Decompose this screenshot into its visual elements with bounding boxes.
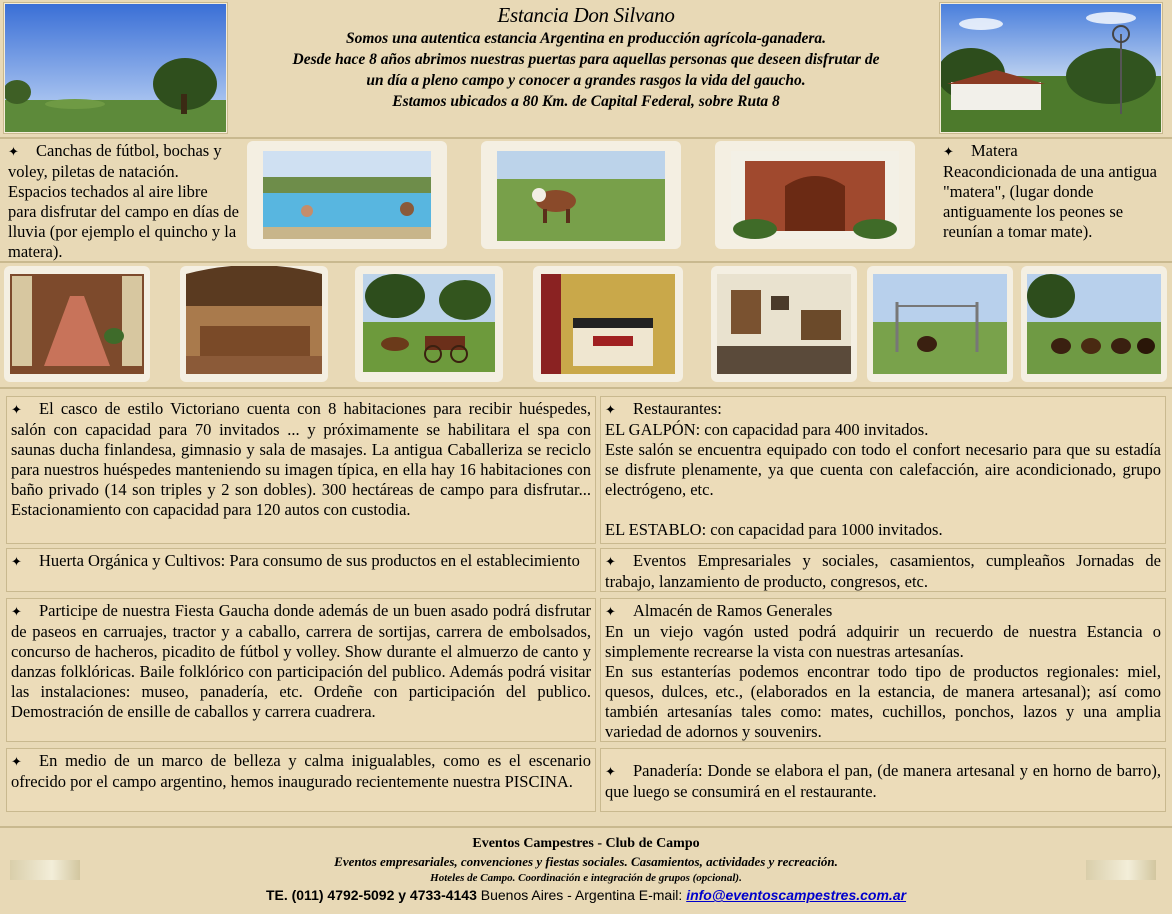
header-line-3: un día a pleno campo y conocer a grandes rasgos la vida del gaucho. — [366, 72, 806, 89]
footer-location: Buenos Aires - Argentina E-mail: — [480, 887, 683, 903]
section-casco: ✦ El casco de estilo Victoriano cuenta con 8 habitaciones para recibir huéspedes, salón con capacidad para 70 invitados ... y próximamente se habilitara el spa con saunas ducha finlandesa, gimnasio y sala de masajes. La antigua Caballeriza se reciclo para nuestros huéspedes manteniendo su imagen típica, en ella hay 16 habitaciones con baño privado (14 son triples y 2 son dobles). 300 hectáreas de campo para disfrutar... Estacionamiento con capacidad para 120 autos con custodia. — [6, 396, 596, 544]
bullet-icon: ✦ — [605, 604, 616, 619]
header-line-1: Somos una autentica estancia Argentina en producción agrícola-ganadera. — [346, 30, 826, 47]
section-panaderia: ✦ Panadería: Donde se elabora el pan, (de manera artesanal y en horno de barro), que luego se consumirá en el restaurante. — [600, 748, 1166, 812]
footer-contact — [0, 887, 1172, 903]
header-photo-right — [940, 3, 1162, 133]
bullet-icon: ✦ — [11, 754, 22, 769]
gallery-photo-sortijas — [867, 266, 1013, 382]
gallery-photo-caballos — [1021, 266, 1167, 382]
bullet-icon: ✦ — [8, 144, 19, 159]
section-fiesta-gaucha: ✦ Participe de nuestra Fiesta Gaucha donde además de un buen asado podrá disfrutar de paseos en carruajes, tractor y a caballo, carrera de sortijas, carrera de embolsados, concurso de hacheros, picadito de fútbol y volley. Show durante el almuerzo de canto y danzas folklóricas. Baile folklórico con participación del publico. Además podrá visitar las instalaciones: museo, panadería, etc. Ordeñe con participación del publico. Demostración de ensille de caballos y carrera cuadrera. — [6, 598, 596, 742]
site-title: Estancia Don Silvano — [497, 3, 675, 27]
photo-matera — [715, 141, 915, 249]
footer-title: Eventos Campestres - Club de Campo — [472, 836, 700, 851]
header-photo-left — [4, 3, 227, 133]
header — [0, 0, 1172, 136]
section-eventos: ✦ Eventos Empresariales y sociales, casamientos, cumpleaños Jornadas de trabajo, lanzamiento de producto, congresos, etc. — [600, 548, 1166, 592]
bullet-icon: ✦ — [605, 554, 616, 569]
header-line-4: Estamos ubicados a 80 Km. de Capital Federal, sobre Ruta 8 — [392, 93, 780, 110]
bullet-icon: ✦ — [11, 554, 22, 569]
features-right-text: ✦ Matera Reacondicionada de una antigua "matera", (lugar donde antiguamente los peones se reunían a tomar mate). — [943, 141, 1157, 241]
features-left-text: ✦ Canchas de fútbol, bochas y voley, piletas de natación. Espacios techados al aire libre para disfrutar del campo en días de lluvia (por ejemplo el quincho y la matera). — [8, 141, 239, 261]
bullet-icon: ✦ — [11, 604, 22, 619]
section-almacen: ✦ Almacén de Ramos Generales En un viejo vagón usted podrá adquirir un recuerdo de nuestra Estancia o simplemente recrearse la vista con nuestras artesanías. En sus estanterías podemos encontrar todo tipo de productos regionales: miel, quesos, dulces, etc., (elaborados en la estancia, de manera artesanal); así como también artesanías tales como: mates, cuchillos, ponchos, lazos y una amplia variedad de adornos y souvenirs. — [600, 598, 1166, 742]
bullet-icon: ✦ — [605, 402, 616, 417]
gallery-photo-carruaje — [355, 266, 503, 382]
bullet-icon: ✦ — [943, 144, 954, 159]
features-row — [0, 137, 1172, 263]
section-huerta: ✦ Huerta Orgánica y Cultivos: Para consumo de sus productos en el establecimiento — [6, 548, 596, 592]
section-restaurantes: ✦ Restaurantes: EL GALPÓN: con capacidad para 400 invitados. Este salón se encuentra equipado con todo el confort necesario para que su estadía se disfrute plenamente, ya que cuenta con calefacción, aire acondicionado, grupo electrógeno, etc. EL ESTABLO: con capacidad para 1000 invitados. — [600, 396, 1166, 544]
gallery-photo-pasillo — [4, 266, 150, 382]
bullet-icon: ✦ — [11, 402, 22, 417]
footer — [0, 826, 1172, 914]
footer-subtitle: Eventos empresariales, convenciones y fiestas sociales. Casamientos, actividades y recreación. — [334, 854, 838, 869]
header-text — [236, 3, 936, 133]
photo-vaca — [481, 141, 681, 249]
gallery-photo-salon — [180, 266, 328, 382]
header-line-2: Desde hace 8 años abrimos nuestras puertas para aquellas personas que deseen disfrutar de — [292, 51, 880, 68]
gallery-photo-museo — [711, 266, 857, 382]
email-link[interactable]: info@eventoscampestres.com.ar — [686, 887, 907, 903]
footer-phone: TE. (011) 4792-5092 y 4733-4143 — [265, 887, 477, 903]
bullet-icon: ✦ — [605, 764, 616, 779]
photo-piscina — [247, 141, 447, 249]
photo-gallery — [0, 263, 1172, 389]
gallery-photo-habitacion — [533, 266, 683, 382]
section-piscina: ✦ En medio de un marco de belleza y calma inigualables, como es el escenario ofrecido por el campo argentino, hemos inaugurado recientemente nuestra PISCINA. — [6, 748, 596, 812]
footer-small: Hoteles de Campo. Coordinación e integración de grupos (opcional). — [430, 872, 742, 884]
